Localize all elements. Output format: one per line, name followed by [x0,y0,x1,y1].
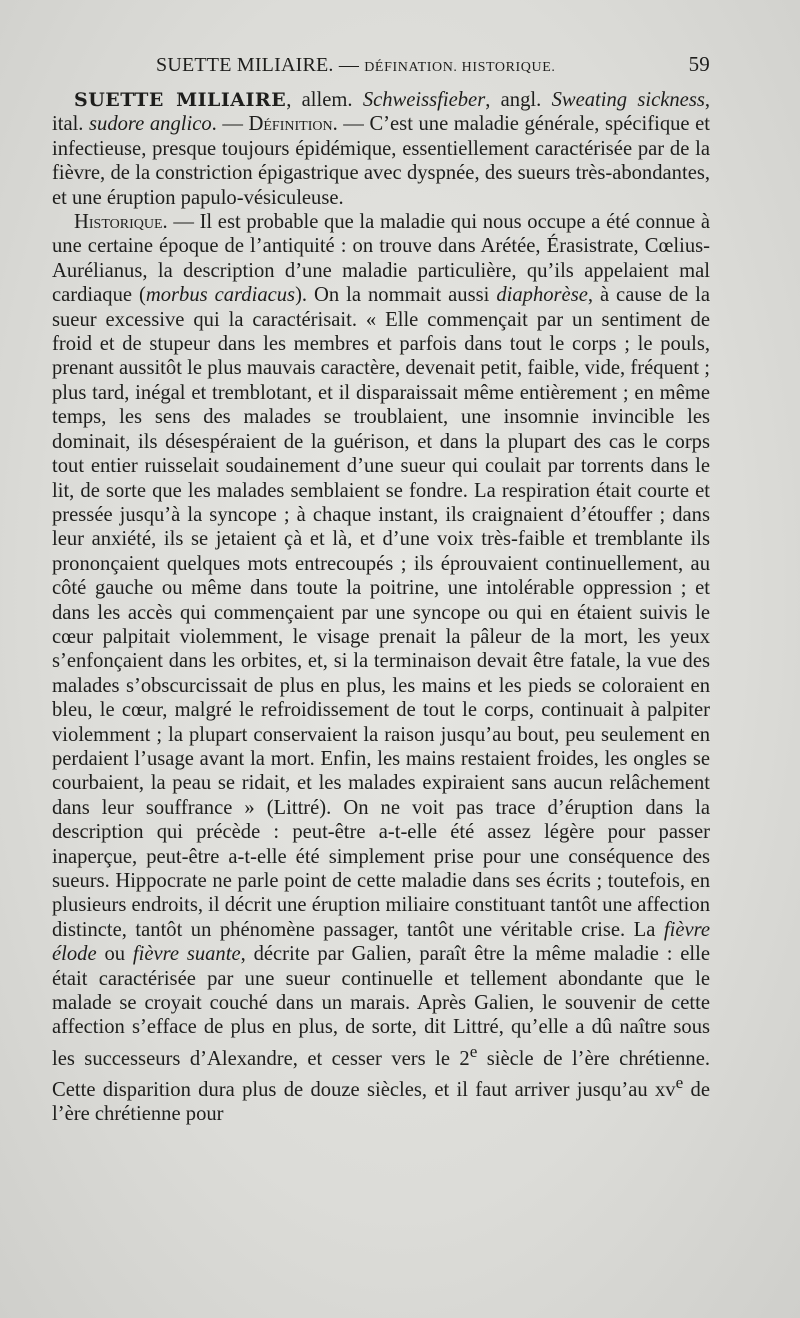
running-head-title [156,54,555,77]
running-head-subtitle: DÉFINATION. HISTORIQUE. [364,60,556,75]
definition-text-1: , allem. [286,89,363,111]
running-head-title-text: SUETTE MILIAIRE. — [156,54,360,76]
page-number: 59 [688,52,710,76]
italian-term: sudore anglico [89,113,212,136]
historique-text-4: ou [96,943,133,966]
definition-label: Définition [248,113,333,136]
definition-body: . — C’est une maladie générale, spécifique et infectieuse, presque toujours épidémique, essentiellement caractérisée par de la fièvre, de la constriction épigastrique avec dyspnée, des sueurs très-abondantes, et une éruption papulo-vésiculeuse. [52,113,710,209]
historique-text-3: , à cause de la sueur excessive qui la caractérisait. « Elle commençait par un sentiment de froid et de stupeur dans les membres et parfois dans tout le corps ; le pouls, prenant aussitôt le plus mauvais caractère, devenait petit, faible, vide, fréquent ; plus tard, inégal et tremblotant, et il disparaissait même entièrement ; en même temps, les sens des malades se troublaient, une insomnie invincible les dominait, ils désespéraient de la guérison, et dans la plupart des cas le corps tout entier ruisselait soudainement d’une sueur qui coulait par torrents dans le lit, de sorte que les malades semblaient se fondre. La respiration était courte et pressée jusqu’à la syncope ; à chaque instant, ils craignaient d’étouffer ; dans leur anxiété, ils se jetaient çà et là, et d’une voix très-faible et tremblante ils prononçaient quelques mots entrecoupés ; ils éprouvaient continuellement, au côté gauche ou même dans toute la poitrine, une intolérable oppression ; et dans les accès qui commençaient par une syncope ou qui en étaient suivis le cœur palpitait violemment, le visage prenait la pâleur de la mort, les yeux s’enfonçaient dans les orbites, et, si la terminaison devait être fatale, la vue des malades s’obscurcissait de plus en plus, les mains et les pieds se coloraient en bleu, le cœur, malgré le refroidissement de tout le corps, continuait à palpiter violemment ; la plupart conservaient la raison jusqu’au bout, peu seulement en perdaient l’usage avant la mort. Enfin, les mains restaient froides, les ongles se courbaient, la peau se ridait, et les malades expiraient sans aucun relâchement dans leur souffrance » (Littré). On ne voit pas trace d’éruption dans la description qui précède : peut-être a-t-elle été assez légère pour passer inaperçue, peut-être a-t-elle été simplement prise pour une conséquence des sueurs. Hippocrate ne parle point de cette maladie dans ses écrits ; toutefois, en plusieurs endroits, il décrit une éruption miliaire constituant tantôt une affection distincte, tantôt un phénomène passager, tantôt une véritable crise. La [52,284,711,941]
definition-paragraph [52,88,710,210]
historique-text-2: ). On la nommait aussi [295,284,497,307]
body-text [52,88,710,1127]
superscript-2: e [675,1073,684,1093]
historique-label: Historique [74,211,163,234]
historique-text-7: de l’ère chrétienne pour [52,1078,710,1126]
definition-text-2: , angl. [485,89,552,111]
fievre-suante-term: fièvre suante [132,943,241,966]
morbus-term: morbus cardiacus [145,284,296,307]
definition-text-4: . — [211,113,249,136]
historique-text-5: , décrite par Galien, paraît être la même maladie : elle était caractérisée par une sueur continuelle et tellement abondante que le malade se croyait couché dans un marais. Après Galien, le souvenir de cette affection s’efface de plus en plus, de sorte, dit Littré, qu’elle a dû naître sous les successeurs d’Alexandre, et cesser vers le 2 [52,943,710,1070]
english-term: Sweating sickness [551,89,705,111]
fievre-elode-term: fièvre élode [52,918,710,966]
historique-text-6: siècle de l’ère chrétienne. Cette disparition dura plus de douze siècles, et il faut arriver jusqu’au xv [52,1047,711,1101]
running-head [52,50,710,80]
superscript-1: e [469,1041,478,1061]
diaphorese-term: diaphorèse [496,284,588,307]
headword: SUETTE MILIAIRE [74,89,287,111]
definition-text-3: , ital. [52,89,710,136]
historique-paragraph [52,210,710,1127]
historique-text-1: . — Il est probable que la maladie qui nous occupe a été connue à une certaine époque de l’antiquité : on trouve dans Arétée, Érasistrate, Cœlius-Aurélianus, la description d’une maladie particulière, qu’ils appelaient mal cardiaque ( [52,211,710,307]
german-term: Schweissfieber [362,89,486,111]
